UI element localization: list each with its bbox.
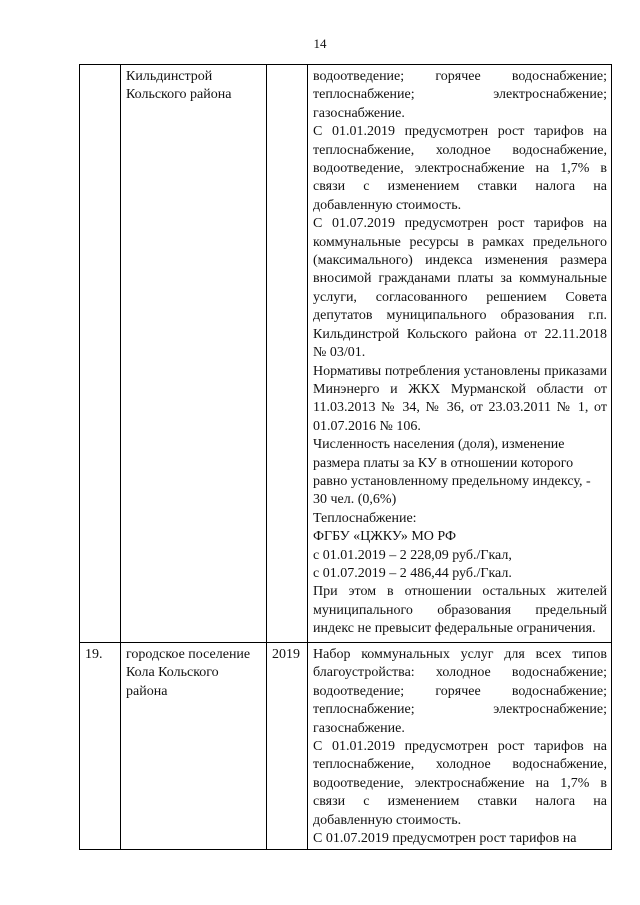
year-cell xyxy=(267,65,308,643)
description-paragraph: С 01.01.2019 предусмотрен рост тарифов на теплоснабжение, холодное водоснабжение, водоотведение, электроснабжение на 1,7% в связи с изменением ставки налога на добавленную стоимость. xyxy=(313,124,607,213)
municipality-name-cell: городское поселение Кола Кольского района xyxy=(121,643,267,850)
municipality-name-cell: Кильдинстрой Кольского района xyxy=(121,65,267,643)
description-paragraph: При этом в отношении остальных жителей муниципального образования предельный индекс не превысит федеральные ограничения. xyxy=(313,584,607,637)
table-row xyxy=(80,65,612,643)
description-paragraph: водоотведение; горячее водоснабжение; теплоснабжение; электроснабжение; газоснабжение. xyxy=(313,69,607,121)
table-row xyxy=(80,643,612,850)
description-cell xyxy=(308,65,612,643)
description-paragraph: Нормативы потребления установлены приказами Минэнерго и ЖКХ Мурманской области от 11.03.2013 № 34, № 36, от 23.03.2011 № 1, от 01.07.2016 № 106. xyxy=(313,363,607,434)
description-paragraph: Набор коммунальных услуг для всех типов благоустройства: холодное водоснабжение; водоотведение; горячее водоснабжение; теплоснабжение; электроснабжение; газоснабжение. xyxy=(313,647,607,736)
row-number-cell: 19. xyxy=(80,643,121,850)
description-paragraph: С 01.07.2019 предусмотрен рост тарифов на коммунальные ресурсы в рамках предельного (максимального) индекса изменения размера вносимой гражданами платы за коммунальные услуги, согласованного решением Совета депутатов муниципального образования г.п. Кильдинстрой Кольского района от 22.11.2018 № 03/01. xyxy=(313,216,607,361)
description-paragraph: С 01.01.2019 предусмотрен рост тарифов на теплоснабжение, холодное водоснабжение, водоотведение, электроснабжение на 1,7% в связи с изменением ставки налога на добавленную стоимость. xyxy=(313,739,607,828)
description-paragraph: Теплоснабжение: xyxy=(313,510,417,526)
row-number-cell xyxy=(80,65,121,643)
description-paragraph: Численность населения (доля), изменение размера платы за КУ в отношении которого равно установленному предельному индексу, - 30 чел. (0,6%) xyxy=(313,437,591,508)
year-cell: 2019 xyxy=(267,643,308,850)
description-paragraph: С 01.07.2019 предусмотрен рост тарифов на xyxy=(313,831,577,847)
description-cell xyxy=(308,643,612,850)
description-paragraph: ФГБУ «ЦЖКУ» МО РФ xyxy=(313,529,457,545)
page-number: 14 xyxy=(313,36,327,51)
description-paragraph: с 01.07.2019 – 2 486,44 руб./Гкал. xyxy=(313,565,512,581)
description-paragraph: с 01.01.2019 – 2 228,09 руб./Гкал, xyxy=(313,547,512,563)
tariff-table xyxy=(79,64,612,850)
